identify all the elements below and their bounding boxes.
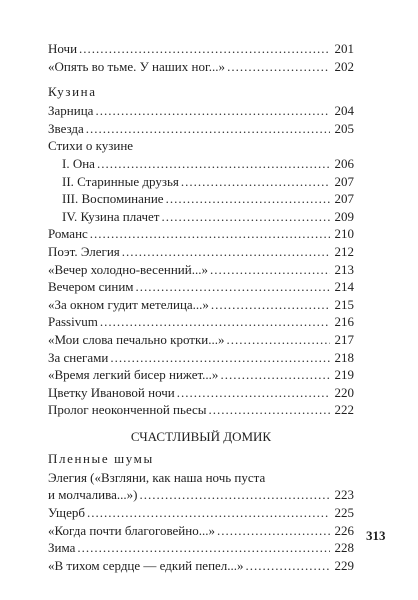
- toc-entry: [48, 401, 354, 419]
- toc-entry-page: 215: [334, 296, 354, 312]
- toc-entry-title: III. Воспоминание: [62, 191, 164, 207]
- page-number: 313: [366, 528, 386, 543]
- toc-entry-title: Ночи: [48, 41, 78, 56]
- toc-entry-title: «За окном гудит метелица...»: [48, 296, 209, 312]
- toc-entry: [48, 225, 354, 243]
- toc-subentry: [48, 190, 354, 208]
- toc-entry-title: IV. Кузина плачет: [62, 208, 160, 224]
- dot-leader: [90, 225, 330, 243]
- toc-entry-page: 207: [334, 173, 354, 189]
- toc-entry-title-line2: и молчалива...»): [48, 487, 138, 503]
- dot-leader: [86, 120, 330, 138]
- toc-entry-page: 223: [334, 487, 354, 503]
- toc-entry: [48, 58, 354, 76]
- toc-entry-page: 204: [334, 103, 354, 119]
- toc-entry-title: Зима: [48, 540, 76, 556]
- dot-leader: [79, 40, 330, 58]
- dot-leader: [166, 190, 330, 208]
- dot-leader: [210, 261, 330, 279]
- toc-entry: [48, 522, 354, 540]
- toc-entry-page: 226: [334, 522, 354, 538]
- dot-leader: [77, 539, 330, 557]
- part-heading: СЧАСТЛИВЫЙ ДОМИК: [130, 428, 272, 444]
- dot-leader: [97, 155, 330, 173]
- toc-entry-page: 220: [334, 384, 354, 400]
- toc-entry: [48, 331, 354, 349]
- toc-entry-title: «В тихом сердце — едкий пепел...»: [48, 557, 244, 573]
- toc-entry-title: «Вечер холодно-весенний...»: [48, 261, 208, 277]
- toc-entry-page: 209: [334, 208, 354, 224]
- toc-entry: [48, 366, 354, 384]
- toc-entry-title: Цветку Ивановой ночи: [48, 384, 175, 400]
- toc-entry: [48, 278, 354, 296]
- toc-entry: [48, 261, 354, 279]
- toc-entry: [48, 384, 354, 402]
- toc-entry-title: Passivum: [48, 314, 98, 330]
- toc-entry-page: 202: [334, 58, 354, 74]
- toc-entry: [48, 539, 354, 557]
- toc-group-title: Стихи о кузине: [48, 138, 134, 154]
- section-title-kuzina: Кузина: [48, 84, 97, 100]
- toc-entry-page: 216: [334, 314, 354, 330]
- dot-leader: [217, 522, 330, 540]
- toc-entry-page: 213: [334, 261, 354, 277]
- dot-leader: [110, 349, 330, 367]
- toc-entry-page: 218: [334, 349, 354, 365]
- toc-entry-title: I. Она: [62, 155, 95, 171]
- toc-entry-title: Пролог неоконченной пьесы: [48, 402, 207, 418]
- toc-entry-title: «Мои слова печально кротки...»: [48, 331, 225, 347]
- toc-subentry: [48, 208, 354, 226]
- toc-entry: [48, 120, 354, 138]
- toc-entry-title: «Опять во тьме. У наших ног...»: [48, 58, 226, 74]
- dot-leader: [211, 296, 330, 314]
- toc-entry-page: 228: [334, 540, 354, 556]
- section-title-plennye: Пленные шумы: [48, 450, 154, 466]
- dot-leader: [177, 384, 330, 402]
- dot-leader: [220, 366, 330, 384]
- dot-leader: [181, 173, 330, 191]
- dot-leader: [100, 313, 330, 331]
- toc-subentry: [48, 155, 354, 173]
- dot-leader: [246, 557, 330, 575]
- toc-entry-title: За снегами: [48, 349, 109, 365]
- toc-entry-page: 205: [334, 120, 354, 136]
- toc-entry: [48, 557, 354, 575]
- dot-leader: [209, 401, 330, 419]
- dot-leader: [226, 331, 330, 349]
- toc-entry-page: 207: [334, 191, 354, 207]
- toc-entry: [48, 40, 354, 58]
- toc-entry-title: Поэт. Элегия: [48, 243, 120, 259]
- toc-subentry: [48, 173, 354, 191]
- toc-entry-page: 214: [334, 279, 354, 295]
- toc-entry: [48, 102, 354, 120]
- table-of-contents: [48, 40, 354, 574]
- toc-entry: [48, 296, 354, 314]
- toc-entry-page: 225: [334, 505, 354, 521]
- dot-leader: [87, 504, 330, 522]
- dot-leader: [95, 102, 330, 120]
- dot-leader: [139, 486, 330, 504]
- toc-entry-title: Вечером синим: [48, 279, 134, 295]
- toc-entry-title: II. Старинные друзья: [62, 173, 179, 189]
- dot-leader: [162, 208, 331, 226]
- toc-entry-page: 222: [334, 402, 354, 418]
- toc-entry: [48, 313, 354, 331]
- toc-entry-page: 229: [334, 557, 354, 573]
- toc-entry-title: «Время легкий бисер нижет...»: [48, 367, 219, 383]
- toc-entry: [48, 243, 354, 261]
- toc-entry: [48, 349, 354, 367]
- dot-leader: [227, 58, 330, 76]
- toc-entry-page: 206: [334, 155, 354, 171]
- toc-entry-title-line1: Элегия («Взгляни, как наша ночь пуста: [48, 469, 266, 485]
- toc-entry: [48, 486, 354, 504]
- toc-entry-title: Ущерб: [48, 505, 85, 521]
- toc-entry-page: 210: [334, 226, 354, 242]
- toc-entry-title: «Когда почти благоговейно...»: [48, 522, 215, 538]
- toc-entry-page: 201: [334, 41, 354, 56]
- dot-leader: [136, 278, 330, 296]
- toc-entry-page: 219: [334, 367, 354, 383]
- toc-entry-title: Романс: [48, 226, 88, 242]
- toc-entry-page: 217: [334, 331, 354, 347]
- toc-entry: [48, 504, 354, 522]
- toc-entry-page: 212: [334, 243, 354, 259]
- dot-leader: [122, 243, 330, 261]
- toc-entry-title: Зарница: [48, 103, 94, 119]
- toc-entry-title: Звезда: [48, 120, 84, 136]
